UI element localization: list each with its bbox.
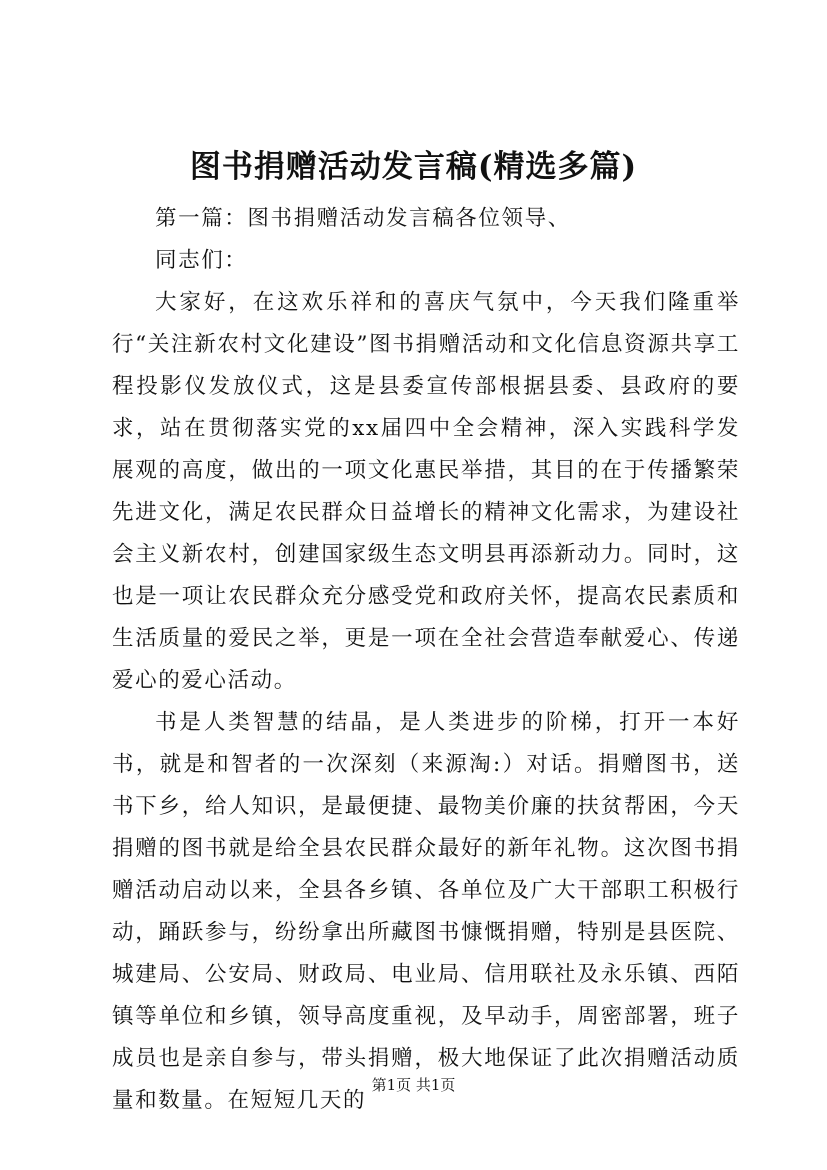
page-footer <box>0 1075 827 1095</box>
paragraph-heading: 第一篇：图书捐赠活动发言稿各位领导、 <box>155 206 571 231</box>
paragraph-books: 书是人类智慧的结晶，是人类进步的阶梯，打开一本好书，就是和智者的一次深刻（来源淘:）对话。捐赠图书，送书下乡，给人知识，是最便捷、最物美价廉的扶贫帮困，今天捐赠的图书就是给全县农民群众最好的新年礼物。这次图书捐赠活动启动以来，全县各乡镇、各单位及广大干部职工积极行动，踊跃参与，纷纷拿出所藏图书慷慨捐赠，特别是县医院、城建局、公安局、财政局、电业局、信用联社及永乐镇、西陌镇等单位和乡镇，领导高度重视，及早动手，周密部署，班子成员也是亲自参与，带头捐赠，极大地保证了此次捐赠活动质量和数量。在短短几天的 <box>112 710 740 1113</box>
document-body <box>112 198 740 1122</box>
paragraph-salutation: 同志们： <box>155 248 248 273</box>
document-title: 图书捐赠活动发言稿(精选多篇) <box>189 149 638 185</box>
paragraph-greeting: 大家好，在这欢乐祥和的喜庆气氛中，今天我们隆重举行“关注新农村文化建设”图书捐赠活动和文化信息资源共享工程投影仪发放仪式，这是县委宣传部根据县委、县政府的要求，站在贯彻落实党的xx届四中全会精神，深入实践科学发展观的高度，做出的一项文化惠民举措，其目的在于传播繁荣先进文化，满足农民群众日益增长的精神文化需求，为建设社会主义新农村，创建国家级生态文明县再添新动力。同时，这也是一项让农民群众充分感受党和政府关怀，提高农民素质和生活质量的爱民之举，更是一项在全社会营造奉献爱心、传递爱心的爱心活动。 <box>112 290 740 693</box>
page-number: 第1页 共1页 <box>371 1076 456 1094</box>
